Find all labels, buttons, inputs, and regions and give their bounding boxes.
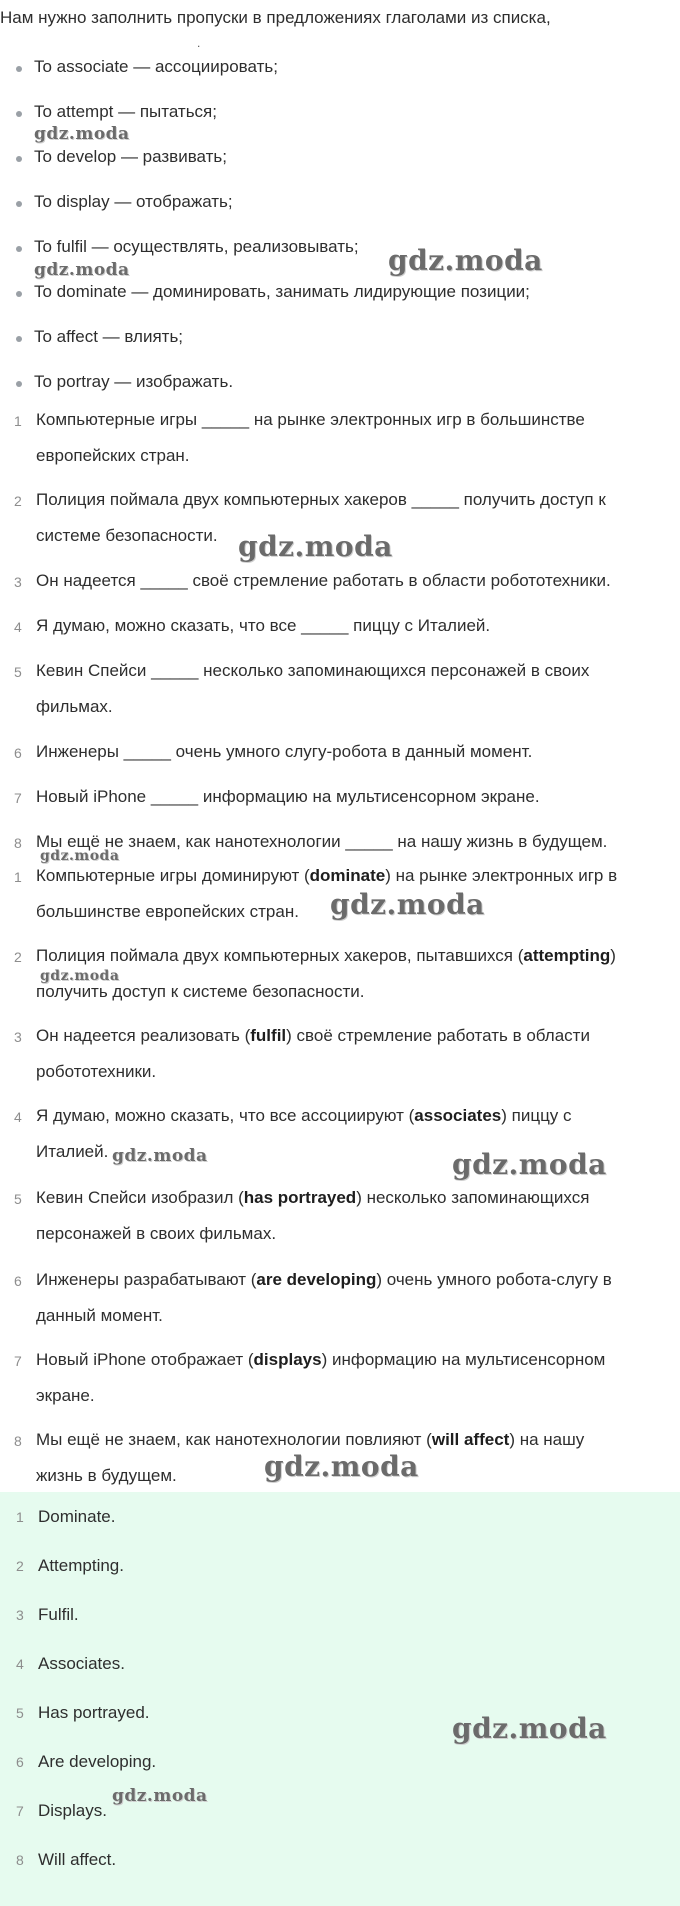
watermark: gdz.moda bbox=[34, 260, 130, 280]
task-line: Компьютерные игры _____ на рынке электронных игр в большинстве bbox=[36, 410, 585, 429]
stray-dot: . bbox=[197, 36, 201, 50]
task-line: Кевин Спейси _____ несколько запоминающихся персонажей в своих bbox=[36, 661, 590, 680]
item-number: 3 bbox=[14, 574, 22, 590]
item-number: 3 bbox=[16, 1607, 24, 1623]
item-number: 2 bbox=[14, 493, 22, 509]
bullet-icon bbox=[16, 111, 22, 117]
item-number: 6 bbox=[16, 1754, 24, 1770]
watermark: gdz.moda bbox=[238, 530, 393, 563]
answer-line: Он надеется реализовать (fulfil) своё стремление работать в области bbox=[36, 1026, 590, 1045]
answer-line: Я думаю, можно сказать, что все ассоциируют (associates) пиццу с bbox=[36, 1106, 572, 1125]
bullet-icon bbox=[16, 336, 22, 342]
watermark: gdz.moda bbox=[452, 1712, 607, 1745]
watermark: gdz.moda bbox=[40, 968, 120, 984]
watermark: gdz.moda bbox=[112, 1786, 208, 1806]
item-number: 1 bbox=[14, 869, 22, 885]
item-number: 4 bbox=[16, 1656, 24, 1672]
item-number: 4 bbox=[14, 619, 22, 635]
answer-line: Мы ещё не знаем, как нанотехнологии повлияют (will affect) на нашу bbox=[36, 1430, 585, 1449]
answer-line: получить доступ к системе безопасности. bbox=[36, 982, 365, 1001]
item-number: 8 bbox=[14, 1433, 22, 1449]
short-answer-text: Has portrayed. bbox=[38, 1703, 150, 1722]
task-line: Я думаю, можно сказать, что все _____ пиццу с Италией. bbox=[36, 616, 491, 635]
answer-line: персонажей в своих фильмах. bbox=[36, 1224, 277, 1243]
item-number: 2 bbox=[16, 1558, 24, 1574]
short-answer-text: Associates. bbox=[38, 1654, 125, 1673]
answer-line: Кевин Спейси изобразил (has portrayed) несколько запоминающихся bbox=[36, 1188, 590, 1207]
item-number: 8 bbox=[14, 835, 22, 851]
answer-line: данный момент. bbox=[36, 1306, 163, 1325]
watermark: gdz.moda bbox=[40, 848, 120, 864]
task-line: Инженеры _____ очень умного слугу-робота в данный момент. bbox=[36, 742, 533, 761]
item-number: 6 bbox=[14, 745, 22, 761]
task-line: Мы ещё не знаем, как нанотехнологии _____ на нашу жизнь в будущем. bbox=[36, 832, 608, 851]
short-answer-text: Fulfil. bbox=[38, 1605, 79, 1624]
bullet-icon bbox=[16, 156, 22, 162]
item-number: 6 bbox=[14, 1273, 22, 1289]
watermark: gdz.moda bbox=[34, 124, 130, 144]
answer-line: Инженеры разрабатывают (are developing) очень умного робота-слугу в bbox=[36, 1270, 612, 1289]
bullet-icon bbox=[16, 381, 22, 387]
task-line: фильмах. bbox=[36, 697, 113, 716]
item-number: 5 bbox=[14, 664, 22, 680]
bullet-icon bbox=[16, 66, 22, 72]
answer-line: робототехники. bbox=[36, 1062, 157, 1081]
item-number: 5 bbox=[16, 1705, 24, 1721]
item-number: 1 bbox=[14, 413, 22, 429]
watermark: gdz.moda bbox=[264, 1450, 419, 1483]
document-page: Нам нужно заполнить пропуски в предложениях глаголами из списка, . To associate — ассоциировать; To attempt — пытаться; To develop — развивать; To display — отображать; To fulfil — осуществлять, реализовывать; To dominate — доминировать, занимать лидирующие позиции; To affect — влиять; To portray — изображать. 1 Компьютерные игры _____ на рынке электронных игр в большинстве европейских стран. 2 Полиция поймала двух компьютерных хакеров _____ получить доступ к системе безопасности. 3 Он надеется _____ своё стремление работать в области робототехники. 4 Я думаю, можно сказать, что все _____ пиццу с Италией. 5 Кевин Спейси _____ несколько запоминающихся персонажей в своих фильмах. 6 Инженеры _____ очень умного слугу-робота в данный момент. 7 Новый iPhone _____ информацию на мультисенсорном экране. 8 Мы ещё не знаем, как нанотехнологии _____ на нашу жизнь в будущем. 1 Компьютерные игры доминируют (dominate) на рынке электронных игр в большинстве европейских стран. 2 Полиция поймала двух компьютерных хакеров, пытавшихся (attempting) получить доступ к системе безопасности. 3 Он надеется реализовать (fulfil) своё стремление работать в области робототехники. 4 Я думаю, можно сказать, что все ассоциируют (associates) пиццу с Италией. 5 Кевин Спейси изобразил (has portrayed) несколько запоминающихся персонажей в своих фильмах. 6 Инженеры разрабатывают (are developing) очень умного робота-слугу в данный момент. 7 Новый iPhone отображает (displays) информацию на мультисенсорном экране. 8 Мы ещё не знаем, как нанотехнологии повлияют (will affect) на нашу жизнь в будущем. 1 Dominate. 2 Attempting. 3 Fulfil. 4 Associates. 5 Has portrayed. 6 Are developing. 7 Displays. 8 Will affect. gdz.moda gdz.moda gdz.moda gdz.moda gdz.moda gdz.moda gdz.moda gdz.moda gdz.moda gdz.moda gdz.moda gdz.moda bbox=[0, 0, 680, 1906]
item-number: 7 bbox=[16, 1803, 24, 1819]
answer-line: Полиция поймала двух компьютерных хакеров, пытавшихся (attempting) bbox=[36, 946, 616, 965]
answer-line: жизнь в будущем. bbox=[36, 1466, 177, 1485]
item-number: 3 bbox=[14, 1029, 22, 1045]
task-line: европейских стран. bbox=[36, 446, 190, 465]
short-answer-text: Are developing. bbox=[38, 1752, 157, 1771]
short-answer-text: Dominate. bbox=[38, 1507, 116, 1526]
item-number: 1 bbox=[16, 1509, 24, 1525]
item-number: 4 bbox=[14, 1109, 22, 1125]
short-answers-panel bbox=[0, 1492, 680, 1906]
bullet-icon bbox=[16, 246, 22, 252]
task-line: Новый iPhone _____ информацию на мультисенсорном экране. bbox=[36, 787, 540, 806]
item-number: 2 bbox=[14, 949, 22, 965]
item-number: 7 bbox=[14, 1353, 22, 1369]
answer-line: Новый iPhone отображает (displays) информацию на мультисенсорном bbox=[36, 1350, 606, 1369]
short-answer-text: Will affect. bbox=[38, 1850, 117, 1869]
watermark: gdz.moda bbox=[452, 1148, 607, 1181]
bullet-icon bbox=[16, 291, 22, 297]
item-number: 8 bbox=[16, 1852, 24, 1868]
task-line: Он надеется _____ своё стремление работать в области робототехники. bbox=[36, 571, 611, 590]
watermark: gdz.moda bbox=[388, 244, 543, 277]
short-answer-text: Displays. bbox=[38, 1801, 107, 1820]
bullet-icon bbox=[16, 201, 22, 207]
answer-line: Италией. bbox=[36, 1142, 109, 1161]
answer-line: экране. bbox=[36, 1386, 95, 1405]
item-number: 5 bbox=[14, 1191, 22, 1207]
task-line: Полиция поймала двух компьютерных хакеров _____ получить доступ к bbox=[36, 490, 606, 509]
intro-text: Нам нужно заполнить пропуски в предложениях глаголами из списка, bbox=[0, 8, 551, 27]
answer-line: большинстве европейских стран. bbox=[36, 902, 299, 921]
short-answer-text: Attempting. bbox=[38, 1556, 124, 1575]
task-line: системе безопасности. bbox=[36, 526, 218, 545]
item-number: 7 bbox=[14, 790, 22, 806]
answer-line: Компьютерные игры доминируют (dominate) на рынке электронных игр в bbox=[36, 866, 618, 885]
watermark: gdz.moda bbox=[112, 1146, 208, 1166]
watermark: gdz.moda bbox=[330, 888, 485, 921]
